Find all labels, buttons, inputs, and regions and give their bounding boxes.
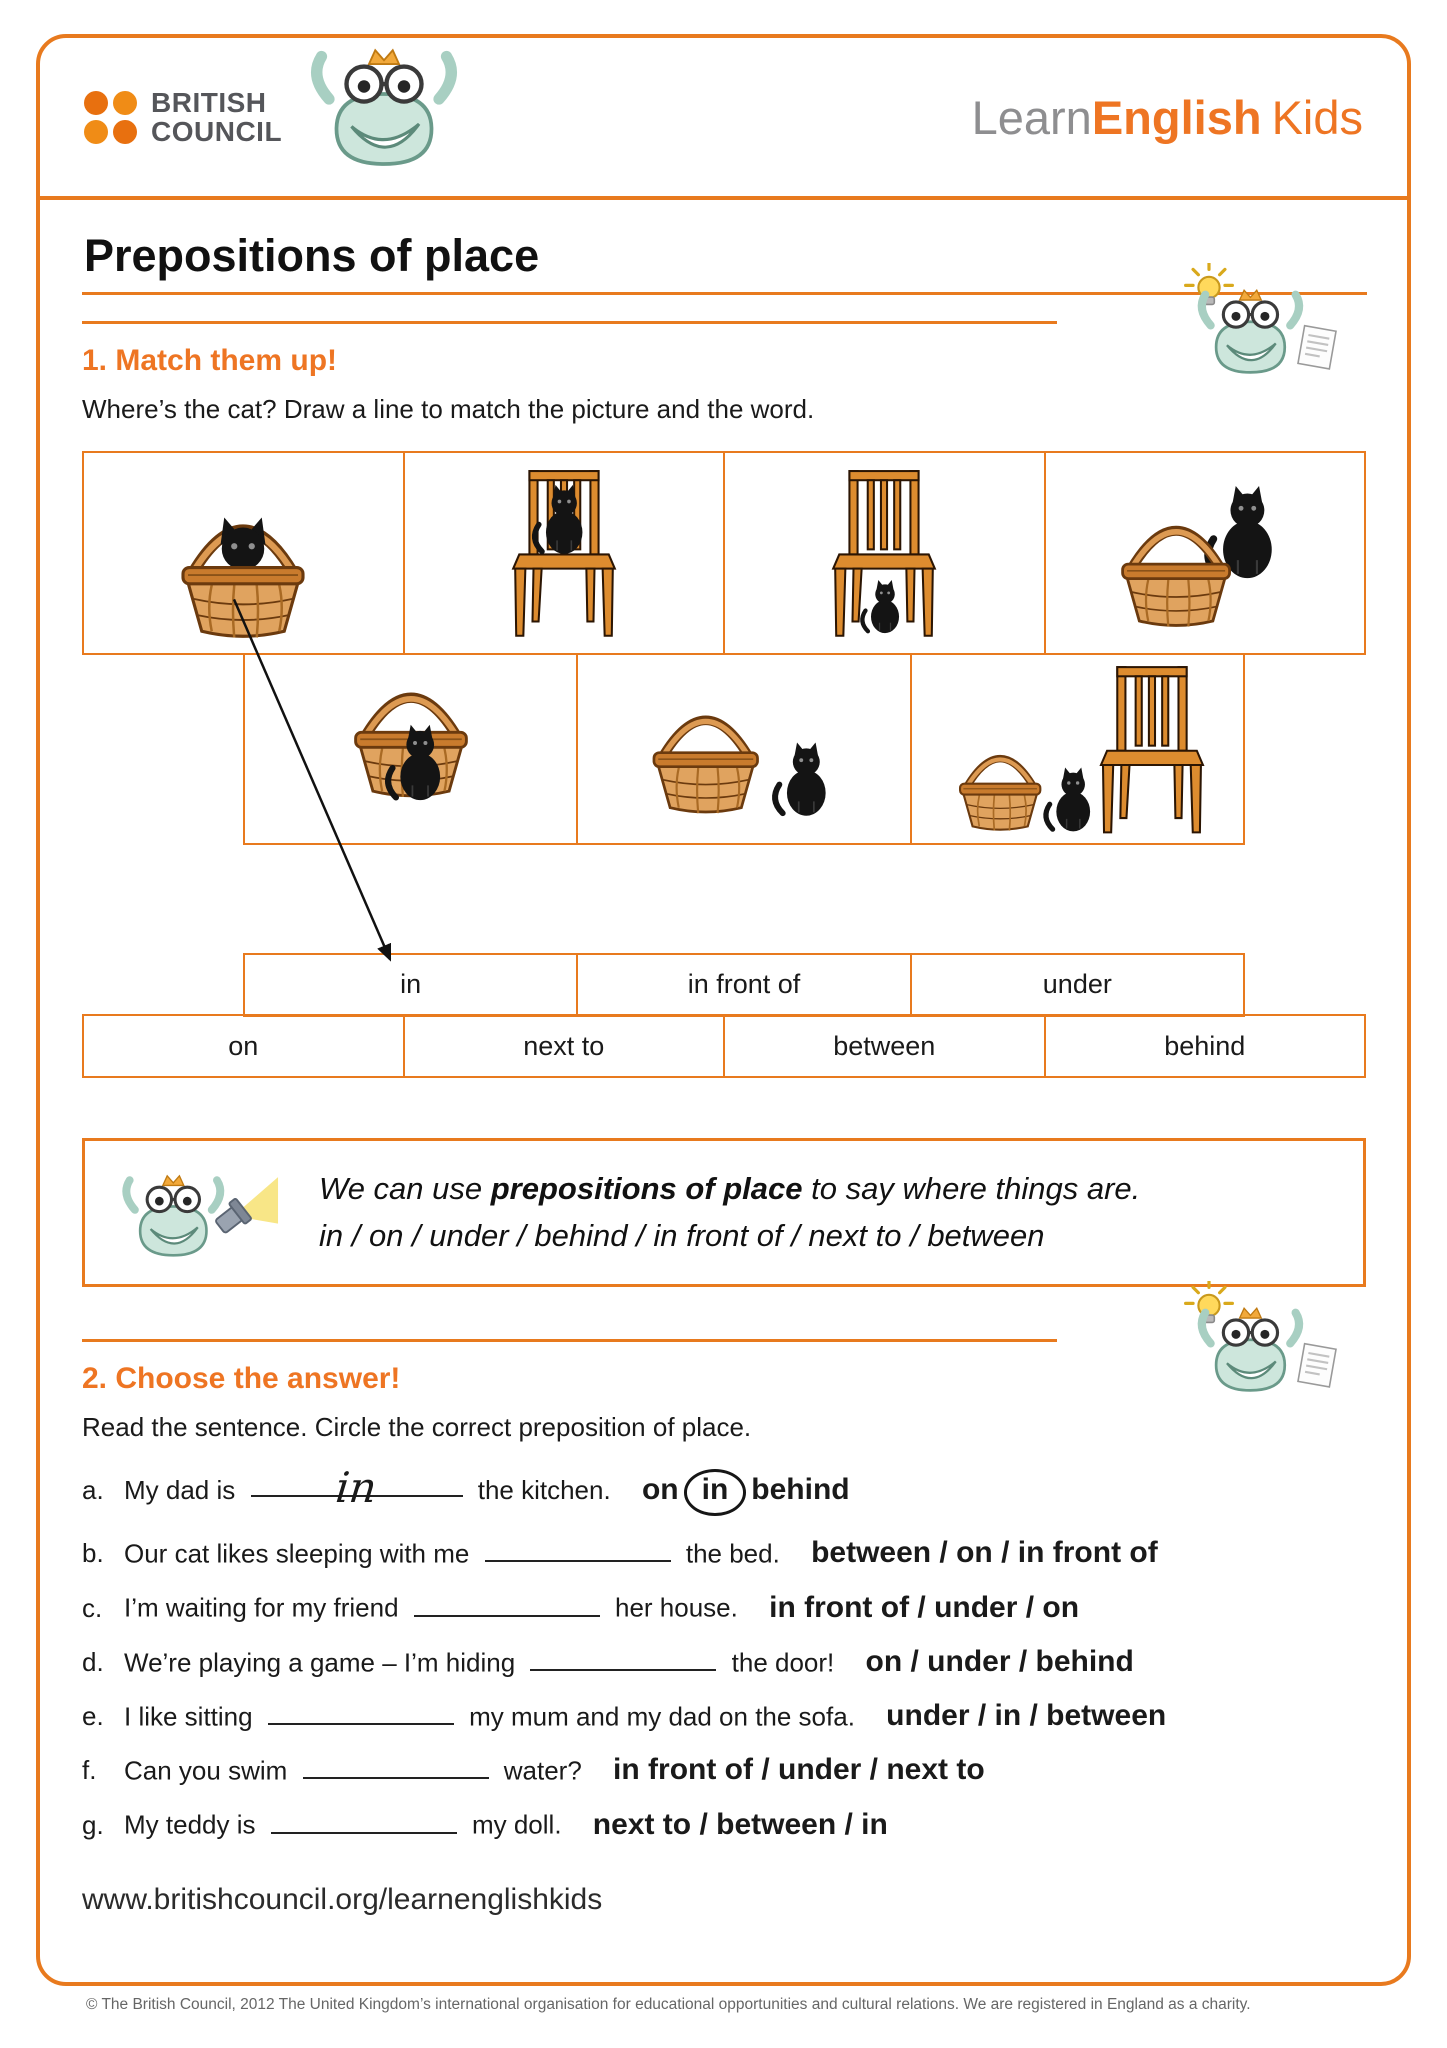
item-text-after: water? bbox=[503, 1755, 582, 1786]
logo-dot bbox=[113, 91, 137, 115]
handwritten-answer: in bbox=[333, 1463, 380, 1512]
cat-in-basket-image bbox=[168, 465, 318, 641]
item-text-before: I’m waiting for my friend bbox=[124, 1592, 399, 1623]
picture-row-1 bbox=[82, 451, 1366, 655]
item-letter: f. bbox=[82, 1755, 97, 1786]
item-text-before: Our cat likes sleeping with me bbox=[124, 1538, 470, 1569]
item-text-before: My dad is bbox=[124, 1475, 236, 1505]
item-options: next to / between / in bbox=[592, 1807, 888, 1841]
answer-blank bbox=[268, 1698, 454, 1725]
cat-under-chair-image bbox=[823, 467, 945, 640]
word-box-behind: behind bbox=[1046, 1014, 1367, 1078]
item-text-before: Can you swim bbox=[124, 1755, 288, 1786]
brand-line-2: COUNCIL bbox=[151, 116, 283, 147]
picture-cell-cat-in-front-of-basket bbox=[243, 653, 578, 845]
option: behind bbox=[751, 1473, 850, 1506]
word-box-on: on bbox=[82, 1014, 405, 1078]
cat-on-chair-image bbox=[503, 467, 625, 640]
exercise-item-f bbox=[82, 1752, 1367, 1787]
logo-learn: Learn bbox=[971, 90, 1092, 144]
answer-blank bbox=[485, 1535, 671, 1562]
word-box-in-front-of: in front of bbox=[578, 953, 911, 1017]
monster-idea-mascot-icon bbox=[1175, 1281, 1345, 1416]
section2-heading: 2. Choose the answer! bbox=[82, 1362, 401, 1395]
word-box-in: in bbox=[243, 953, 578, 1017]
word-box-under: under bbox=[912, 953, 1245, 1017]
word-box-next-to: next to bbox=[405, 1014, 726, 1078]
copyright-text: © The British Council, 2012 The United Kingdom’s international organisation for educational opportunities and cultural relations. We are registered in England as a charity. bbox=[86, 1996, 1251, 2013]
section1-divider bbox=[82, 321, 1057, 324]
answer-blank bbox=[303, 1752, 489, 1779]
cat-between-basket-and-chair-image bbox=[950, 661, 1205, 836]
option: on bbox=[641, 1473, 679, 1506]
tip-tail: to say where things are. bbox=[802, 1171, 1141, 1206]
item-text-before: We’re playing a game – I’m hiding bbox=[124, 1646, 516, 1677]
cat-in-front-of-basket-image bbox=[336, 670, 486, 827]
monster-idea-mascot-icon bbox=[1175, 263, 1345, 398]
item-text-before: My teddy is bbox=[124, 1809, 256, 1840]
item-letter: a. bbox=[82, 1475, 104, 1505]
picture-cell-cat-under-chair bbox=[725, 451, 1046, 655]
exercise-item-a bbox=[82, 1463, 1367, 1516]
page-title: Prepositions of place bbox=[84, 230, 540, 281]
exercise-item-b bbox=[82, 1535, 1367, 1570]
item-text-after: the door! bbox=[731, 1646, 835, 1677]
item-text-after: her house. bbox=[615, 1592, 738, 1623]
website-link[interactable]: www.britishcouncil.org/learnenglishkids bbox=[82, 1882, 603, 1916]
item-text-after: my mum and my dad on the sofa. bbox=[469, 1701, 855, 1732]
item-options bbox=[642, 1473, 850, 1506]
monster-torch-mascot-icon bbox=[119, 1155, 279, 1270]
word-row-top bbox=[243, 953, 1245, 1017]
british-council-logo bbox=[84, 88, 282, 147]
answer-blank bbox=[530, 1644, 716, 1671]
match-gap bbox=[82, 845, 1366, 953]
cat-behind-basket-image bbox=[1107, 475, 1302, 631]
option-circled: in bbox=[684, 1469, 747, 1516]
picture-cell-cat-next-to-basket bbox=[578, 653, 911, 845]
picture-cell-cat-on-chair bbox=[405, 451, 726, 655]
section2-header bbox=[82, 1339, 1367, 1443]
item-options: under / in / between bbox=[886, 1699, 1167, 1733]
item-options: in front of / under / next to bbox=[613, 1753, 985, 1787]
picture-cell-cat-in-basket bbox=[82, 451, 405, 655]
exercise-item-c bbox=[82, 1589, 1367, 1624]
logo-dot bbox=[84, 120, 108, 144]
section2-divider bbox=[82, 1339, 1057, 1342]
item-letter: c. bbox=[82, 1592, 103, 1623]
british-council-dots-icon bbox=[84, 91, 137, 144]
item-options: on / under / behind bbox=[865, 1644, 1134, 1678]
page-content bbox=[40, 200, 1407, 1982]
monster-mascot-icon bbox=[304, 45, 464, 173]
tip-line-2: in / on / under / behind / in front of / next to / between bbox=[319, 1217, 1045, 1253]
page-header bbox=[40, 38, 1407, 200]
item-letter: g. bbox=[82, 1809, 104, 1840]
item-options: between / on / in front of bbox=[811, 1536, 1158, 1570]
logo-dot bbox=[84, 91, 108, 115]
exercise-items bbox=[82, 1463, 1367, 1842]
exercise-item-g bbox=[82, 1806, 1367, 1841]
word-box-between: between bbox=[725, 1014, 1046, 1078]
learnenglish-kids-logo bbox=[972, 90, 1363, 145]
word-row-bottom bbox=[82, 1014, 1366, 1078]
exercise-item-e bbox=[82, 1698, 1367, 1733]
item-letter: e. bbox=[82, 1701, 104, 1732]
answer-blank bbox=[271, 1806, 457, 1833]
logo-dot bbox=[113, 120, 137, 144]
item-letter: d. bbox=[82, 1646, 104, 1677]
picture-cell-cat-between-basket-and-chair bbox=[912, 653, 1245, 845]
tip-line-1 bbox=[319, 1166, 1140, 1213]
answer-blank bbox=[414, 1589, 600, 1616]
logo-kids: Kids bbox=[1271, 90, 1363, 144]
matching-exercise bbox=[82, 451, 1366, 1078]
british-council-wordmark bbox=[151, 88, 282, 147]
tip-text bbox=[319, 1166, 1140, 1259]
grammar-tip-box bbox=[82, 1138, 1366, 1287]
section2-instructions: Read the sentence. Circle the correct preposition of place. bbox=[82, 1412, 752, 1442]
section1-header bbox=[82, 321, 1367, 425]
item-options: in front of / under / on bbox=[769, 1590, 1080, 1624]
item-letter: b. bbox=[82, 1538, 104, 1569]
section1-instructions: Where’s the cat? Draw a line to match the picture and the word. bbox=[82, 394, 815, 424]
worksheet-page bbox=[36, 34, 1411, 1986]
item-text-after: the kitchen. bbox=[477, 1475, 611, 1505]
picture-row-2 bbox=[243, 653, 1245, 845]
section1-heading: 1. Match them up! bbox=[82, 344, 338, 377]
exercise-item-d bbox=[82, 1644, 1367, 1679]
tip-bold: prepositions of place bbox=[490, 1171, 803, 1206]
tip-lead: We can use bbox=[319, 1171, 491, 1206]
logo-english: English bbox=[1091, 90, 1262, 144]
picture-cell-cat-behind-basket bbox=[1046, 451, 1367, 655]
brand-line-1: BRITISH bbox=[151, 86, 267, 118]
item-text-after: my doll. bbox=[471, 1809, 562, 1840]
answer-blank bbox=[251, 1463, 463, 1512]
item-text-before: I like sitting bbox=[124, 1701, 253, 1732]
item-text-after: the bed. bbox=[685, 1538, 780, 1569]
cat-next-to-basket-image bbox=[641, 675, 846, 822]
